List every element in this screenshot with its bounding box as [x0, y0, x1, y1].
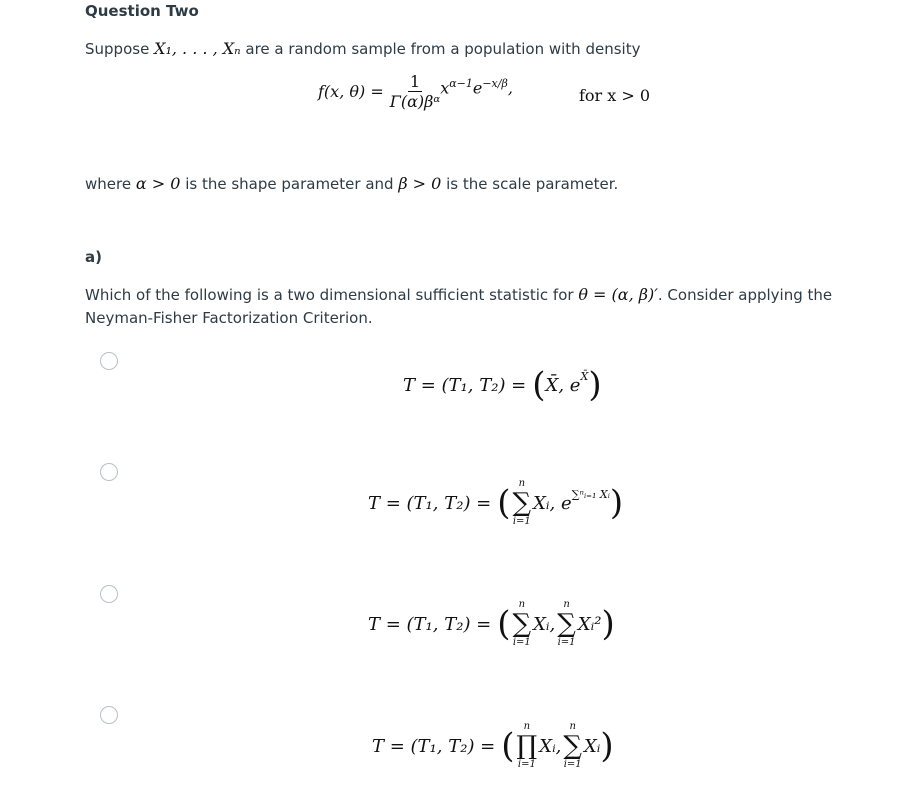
- density-e-exp: −x/β: [482, 77, 508, 91]
- option-2-term: Xᵢ, e: [533, 493, 572, 514]
- option-3-sum-1-symbol: ∑: [512, 609, 532, 639]
- density-x-exp: α−1: [449, 77, 473, 91]
- option-3-sum-2-top: n: [563, 599, 570, 610]
- option-4-prod-symbol: ∏: [516, 731, 538, 761]
- option-3-sum-2-bot: i=1: [557, 637, 576, 648]
- option-3-term-2: Xᵢ²: [577, 613, 602, 635]
- part-a-label: a): [85, 248, 102, 266]
- option-3-lparen: (: [497, 604, 511, 644]
- option-4-sum-symbol: ∑: [563, 731, 582, 761]
- question-suffix: . Consider applying the Neyman-Fisher Factorization Criterion.: [85, 286, 833, 327]
- question-title: Question Two: [85, 2, 199, 20]
- option-4-sum-bot: i=1: [563, 759, 582, 770]
- density-condition: for x > 0: [579, 86, 651, 105]
- option-2-sum: [513, 478, 532, 528]
- part-a-question: [85, 283, 865, 330]
- intro-vars: X₁, . . . , Xₙ: [154, 39, 241, 58]
- option-2-sum-symbol: ∑: [512, 488, 532, 518]
- where-suffix: is the scale parameter.: [446, 175, 619, 193]
- option-1-formula: [403, 365, 602, 405]
- intro-suffix: are a random sample from a population with density: [245, 40, 641, 58]
- option-4-radio[interactable]: [100, 706, 118, 724]
- option-1-lparen: (: [532, 365, 546, 405]
- option-4-prod: [517, 721, 538, 771]
- option-2-exp: ∑ⁿᵢ₌₁ Xᵢ: [571, 488, 610, 501]
- option-1-lhs: T = (T₁, T₂) =: [403, 374, 527, 396]
- where-mid: is the shape parameter and: [185, 175, 394, 193]
- option-1-radio[interactable]: [100, 352, 118, 370]
- option-3-radio[interactable]: [100, 585, 118, 603]
- option-4-prod-top: n: [523, 721, 531, 732]
- option-4-prod-bot: i=1: [517, 759, 536, 770]
- option-4-sum-top: n: [569, 721, 576, 732]
- option-2-lhs: T = (T₁, T₂) =: [368, 492, 492, 514]
- where-prefix: where: [85, 175, 132, 193]
- option-2-lparen: (: [497, 483, 511, 523]
- option-3-rparen: ): [601, 604, 615, 644]
- option-2-sum-bot: i=1: [512, 516, 531, 527]
- option-4-term-2: Xᵢ: [583, 735, 601, 757]
- density-denominator: Γ(α)βᵅ: [389, 92, 441, 111]
- option-3-sum-2-symbol: ∑: [557, 609, 576, 639]
- question-prefix: Which of the following is a two dimensional sufficient statistic for: [85, 286, 574, 304]
- question-theta: θ = (α, β)′: [578, 285, 658, 304]
- option-4-lparen: (: [501, 726, 515, 766]
- density-fraction: [390, 72, 440, 111]
- where-beta: β > 0: [398, 174, 442, 193]
- option-4-term-1: Xᵢ,: [539, 735, 562, 757]
- option-2-radio[interactable]: [100, 463, 118, 481]
- option-3-lhs: T = (T₁, T₂) =: [368, 613, 492, 635]
- density-numerator: 1: [409, 72, 421, 91]
- option-2-rparen: ): [609, 483, 624, 523]
- option-3-term-1: Xᵢ,: [533, 613, 556, 635]
- density-x: x: [440, 78, 450, 98]
- option-1-rparen: ): [588, 365, 602, 405]
- option-4-rparen: ): [600, 726, 614, 766]
- option-3-formula: [368, 599, 615, 649]
- where-text: [85, 174, 618, 193]
- option-3-sum-1-bot: i=1: [512, 637, 531, 648]
- option-4-lhs: T = (T₁, T₂) =: [372, 735, 496, 757]
- density-comma: ,: [507, 78, 513, 98]
- density-formula: [318, 72, 513, 111]
- where-alpha: α > 0: [135, 174, 181, 193]
- option-4-sum: [563, 721, 582, 771]
- option-4-formula: [372, 721, 614, 771]
- density-e: e: [472, 78, 483, 98]
- option-3-sum-1-top: n: [518, 599, 526, 610]
- intro-prefix: Suppose: [85, 40, 150, 58]
- option-2-formula: [368, 478, 623, 528]
- option-3-sum-1: [513, 599, 532, 649]
- option-3-sum-2: [557, 599, 576, 649]
- intro-text: [85, 39, 640, 58]
- option-2-sum-top: n: [518, 478, 526, 489]
- option-1-content: X̄, e: [545, 375, 581, 396]
- density-lhs: f(x, θ) =: [318, 82, 384, 101]
- option-1-exp: X̄: [580, 370, 589, 383]
